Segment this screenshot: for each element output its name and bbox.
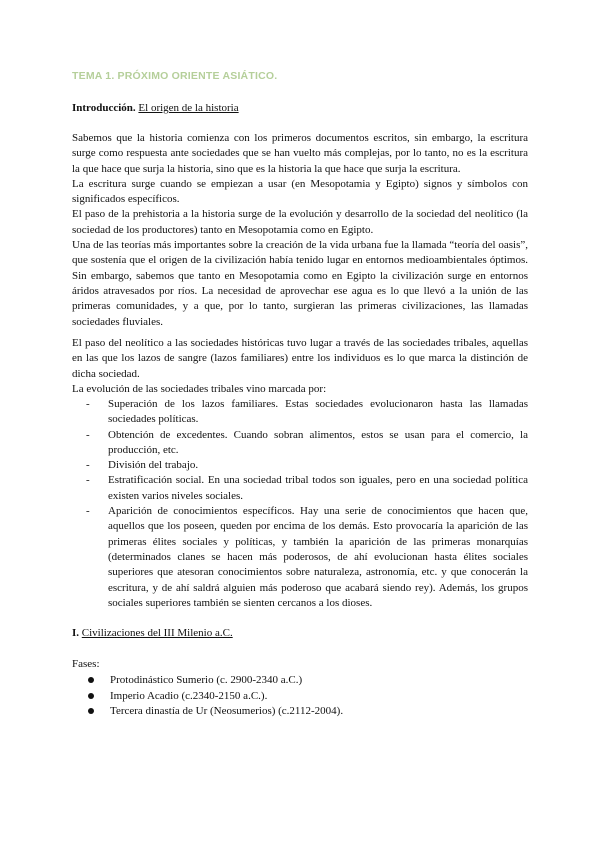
fases-label: Fases: xyxy=(72,658,100,670)
list-item: - Estratificación social. En una sociedad tribal todos son iguales, pero en una sociedad política existen varios niveles sociales. xyxy=(86,474,528,502)
intro-paragraphs xyxy=(72,131,528,330)
intro-label: Introducción xyxy=(72,102,133,114)
paragraph: Una de las teorías más importantes sobre la creación de la vida urbana fue la llamada “teoría del oasis”, que sostenía que el origen de la civilización había tenido lugar en entornos medioambientales óptimos. Sin embargo, sabemos que tanto en Mesopotamia como en Egipto la civilización surge en entornos áridos atravesados por ríos. La necesidad de aprovechar ese agua es lo que llevó a la unión de las primeras comunidades, y a que, por lo tanto, surgieran las primeras civilizaciones, las llamadas sociedades fluviales. xyxy=(72,239,528,328)
list-item: Imperio Acadio (c.2340-2150 a.C.). xyxy=(86,689,343,705)
list-item: - Obtención de excedentes. Cuando sobran alimentos, estos se usan para el comercio, la producción, etc. xyxy=(86,428,528,456)
paragraph-neolitico: El paso del neolítico a las sociedades históricas tuvo lugar a través de las sociedades tribales, aquellas en las que los lazos de sangre (lazos familiares) entre los individuos es lo que marca la distinción de dicha sociedad. La evolución de las sociedades tribales vino marcada por: xyxy=(72,336,528,397)
paragraph: Sabemos que la historia comienza con los primeros documentos escritos, sin embargo, la escritura surge como respuesta ante sociedades que se han vuelto más complejas, por lo tanto, no es la escritura la que hace que surja la historia, sino que es la historia la que hace que surja la escritura. xyxy=(72,132,528,175)
bullet-icon xyxy=(88,708,94,714)
list-item: - División del trabajo. xyxy=(86,459,199,472)
page-title: TEMA 1. PRÓXIMO ORIENTE ASIÁTICO. xyxy=(72,70,278,82)
section-number: I. xyxy=(72,627,80,639)
section-title: Civilizaciones del III Milenio a.C. xyxy=(81,627,233,639)
list-item: Tercera dinastía de Ur (Neosumerios) (c.2112-2004). xyxy=(86,704,343,720)
bullet-icon xyxy=(88,677,94,683)
list-item: - Superación de los lazos familiares. Estas sociedades evolucionaron hasta las llamadas sociedades políticas. xyxy=(86,398,528,426)
evolution-list xyxy=(86,397,528,611)
list-item: - Aparición de conocimientos específicos. Hay una serie de conocimientos que hacen que, aquellos que los poseen, queden por encima de los demás. Esto provocaría la aparición de las primeras élites sociales y políticas, y también la aparición de las primeras monarquías (determinados clanes se hacen más poderosos, de ahí evolucionan hasta élites sociales superiores que atesoran conocimientos sobre naturaleza, astronomía, etc. y que conocerán la escritura, y de ahí saldrá alguien más poderoso que acabará siendo rey). Además, los grupos sociales superiores también se sienten cercanos a los dioses. xyxy=(86,505,528,609)
list-item: Protodinástico Sumerio (c. 2900-2340 a.C.) xyxy=(86,673,343,689)
list-intro: La evolución de las sociedades tribales vino marcada por: xyxy=(72,382,327,395)
paragraph: El paso de la prehistoria a la historia surge de la evolución y desarrollo de la sociedad del neolítico (la sociedad de los productores) tanto en Mesopotamia como en Egipto. xyxy=(72,208,528,236)
bullet-icon xyxy=(88,693,94,699)
intro-subtitle: El origen de la historia xyxy=(138,102,239,114)
paragraph: La escritura surge cuando se empiezan a usar (en Mesopotamia y Egipto) signos y símbolos con significados específicos. xyxy=(72,177,528,206)
fases-list xyxy=(86,673,343,720)
intro-heading: Introducción. El origen de la historia xyxy=(72,102,239,114)
section-heading xyxy=(72,627,233,639)
